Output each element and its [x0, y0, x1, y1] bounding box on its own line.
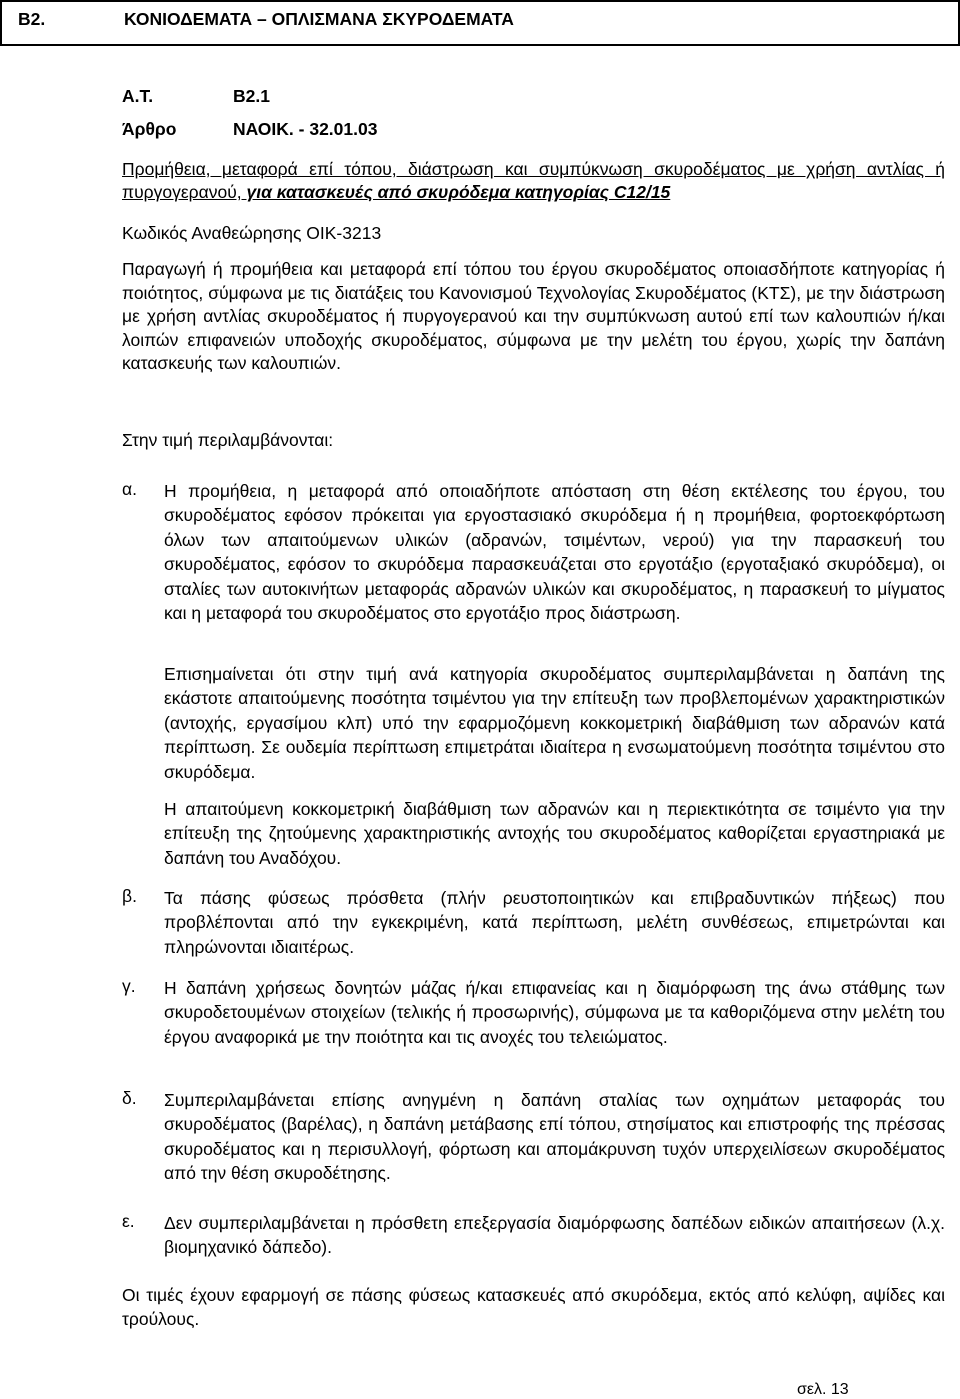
closing-note: Οι τιμές έχουν εφαρμογή σε πάσης φύσεως κατασκευές από σκυρόδεμα, εκτός από κελύφη, αψίδες και τρούλους. [122, 1285, 945, 1329]
title-emphasis: για κατασκευές από σκυρόδεμα κατηγορίας C12/15 [246, 181, 671, 202]
item-letter-c: γ. [122, 976, 136, 996]
item-letter-d: δ. [122, 1088, 137, 1108]
section-header [0, 0, 960, 46]
item-letter-a: α. [122, 479, 137, 499]
at-label: Α.Τ. [122, 86, 154, 106]
item-letter-e: ε. [122, 1211, 135, 1231]
article-label: Άρθρο [122, 119, 177, 139]
item-a-paragraph-2: Επισημαίνεται ότι στην τιμή ανά κατηγορία σκυροδέματος συμπεριλαμβάνεται η δαπάνη της εκάστοτε απαιτούμενης ποσότητα τσιμέντου για την επίτευξη των προβλεπομένων χαρακτηριστικών (αντοχής, εργασίμου κλπ) υπό την εφαρμοζόμενη κοκκομετρική διαβάθμιση των αδρανών κατά περίπτωση. Σε ουδεμία περίπτωση επιμετράται ιδιαίτερα η ενσωματούμενη ποσότητα τσιμέντου στο σκυρόδεμα. [164, 664, 945, 782]
item-a-paragraph-3: Η απαιτούμενη κοκκομετρική διαβάθμιση των αδρανών και η περιεκτικότητα σε τσιμέντο για την επίτευξη της ζητούμενης χαρακτηριστικής αντοχής του σκυροδέματος καθορίζεται εργαστηριακά με δαπάνη του Αναδόχου. [164, 799, 945, 868]
included-heading: Στην τιμή περιλαμβάνονται: [122, 430, 334, 450]
item-d-paragraph: Συμπεριλαμβάνεται επίσης ανηγμένη η δαπάνη σταλίας των οχημάτων μεταφοράς του σκυροδέματος (βαρέλας), η δαπάνη μετάβασης επί τόπου, στησίματος και επιστροφής της πρέσσας σκυροδέματος και η περισυλλογή, φόρτωση και απομάκρυνση τυχόν υπερχειλίσεων σκυροδέματος από την θέση σκυροδέτησης. [164, 1090, 945, 1184]
revision-code: Κωδικός Αναθεώρησης ΟΙΚ-3213 [122, 223, 382, 243]
item-c-paragraph: Η δαπάνη χρήσεως δονητών μάζας ή/και επιφανείας και η διαμόρφωση της άνω στάθμης των σκυροδετουμένων στοιχείων (τελικής ή προσωρινής), σύμφωνα με τα καθοριζόμενα στην μελέτη του έργου αναφορικά με την ποιότητα και τις ανοχές του τελειώματος. [164, 978, 945, 1047]
article-title [122, 158, 945, 204]
section-title: ΚΟΝΙΟΔΕΜΑΤΑ – ΟΠΛΙΣΜΑΝΑ ΣΚΥΡΟΔΕΜΑΤΑ [124, 9, 514, 29]
title-plain: Προμήθεια, μεταφορά επί τόπου, διάστρωση και συμπύκνωση σκυροδέματος με χρήση αντλίας ή πυργογερανού, [122, 159, 945, 202]
item-letter-b: β. [122, 886, 137, 906]
item-a-paragraph-1: Η προμήθεια, η μεταφορά από οποιαδήποτε απόσταση στη θέση εκτέλεσης του έργου, του σκυροδέματος εφόσον πρόκειται για εργοστασιακό σκυρόδεμα ή η προμήθεια, φορτοεκφόρτωση όλων των απαιτούμενων υλικών (αδρανών, τσιμέντων, νερού) για την παρασκευή του σκυροδέματος, εφόσον το σκυρόδεμα παρασκευάζεται στο εργοτάξιο (εργοταξιακό σκυρόδεμα), οι σταλίες των αυτοκινήτων μεταφοράς αδρανών υλικών και σκυροδέματος, η παρασκευή το μίγματος και η μεταφορά του σκυροδέματος στο εργοτάξιο προς διάστρωση. [164, 481, 945, 624]
item-b-paragraph: Τα πάσης φύσεως πρόσθετα (πλήν ρευστοποιητικών και επιβραδυντικών πήξεως) που προβλέπονται από την εγκεκριμένη, κατά περίπτωση, μελέτη συνθέσεως, επιμετρώνται και πληρώνονται ιδιαιτέρως. [164, 888, 945, 957]
at-value: B2.1 [233, 86, 270, 106]
section-code: B2. [18, 9, 46, 29]
page-number: σελ. 13 [797, 1381, 849, 1398]
description-paragraph: Παραγωγή ή προμήθεια και μεταφορά επί τόπου του έργου σκυροδέματος οποιασδήποτε κατηγορίας ή ποιότητος, σύμφωνα με τις διατάξεις του Κανονισμού Τεχνολογίας Σκυροδέματος (ΚΤΣ), με την διάστρωση με χρήση αντλίας σκυροδέματος ή πυργογερανού και την συμπύκνωση αυτού επί των καλουπιών ή/και λοιπών επιφανειών υποδοχής σκυροδέματος, σύμφωνα με την μελέτη του έργου, χωρίς την δαπάνη κατασκευής των καλουπιών. [122, 259, 945, 374]
article-value: ΝΑΟΙΚ. - 32.01.03 [233, 119, 378, 139]
item-e-paragraph: Δεν συμπεριλαμβάνεται η πρόσθετη επεξεργασία διαμόρφωσης δαπέδων ειδικών απαιτήσεων (λ.χ. βιομηχανικό δάπεδο). [164, 1213, 945, 1258]
